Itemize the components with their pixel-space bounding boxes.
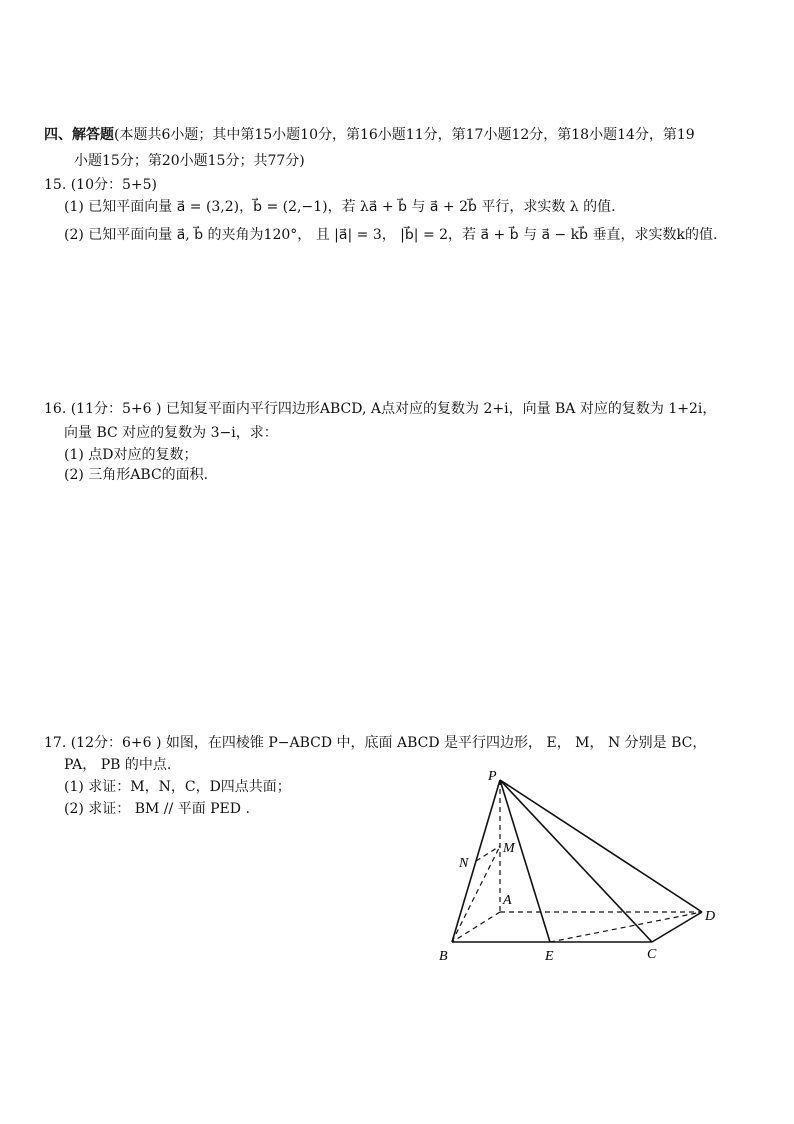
q15-head: 15. (10分：5+5) bbox=[44, 177, 157, 193]
edge-PE bbox=[500, 780, 550, 942]
label-D: D bbox=[705, 909, 716, 924]
label-E: E bbox=[545, 949, 554, 964]
q16-part1: (1) 点D对应的复数； bbox=[64, 447, 198, 463]
edge-PD bbox=[500, 780, 702, 912]
q15-part2: (2) 已知平面向量 a⃗, b⃗ 的夹角为120°， 且 |a⃗| = 3， |b⃗| = 2，若 a⃗ + b⃗ 与 a⃗ − kb⃗ 垂直，求实数k的值. bbox=[64, 227, 718, 243]
edge-PC bbox=[500, 780, 652, 942]
q16-part2: (2) 三角形ABC的面积. bbox=[64, 467, 209, 483]
label-A: A bbox=[503, 893, 512, 908]
q16-line2: 向量 BC 对应的复数为 3−i，求： bbox=[64, 425, 278, 441]
q17-part1: (1) 求证：M，N，C，D四点共面； bbox=[64, 779, 291, 795]
q16-line1: 16. (11分：5+6 ) 已知复平面内平行四边形ABCD, A点对应的复数为 2+i，向量 BA 对应的复数为 1+2i， bbox=[44, 401, 717, 417]
label-C: C bbox=[647, 947, 657, 962]
section-heading-rest: (本题共6小题；其中第15小题10分，第16小题11分，第17小题12分，第18小题14分，第19 bbox=[114, 127, 695, 143]
section-heading-line2: 小题15分；第20小题15分；共77分) bbox=[74, 153, 305, 169]
label-M: M bbox=[503, 841, 515, 856]
label-N: N bbox=[459, 856, 469, 871]
q17-line2: PA， PB 的中点. bbox=[64, 757, 172, 773]
label-B: B bbox=[439, 949, 448, 964]
section-heading-prefix: 四、解答题 bbox=[44, 127, 114, 143]
q17-line1: 17. (12分：6+6 ) 如图，在四棱锥 P−ABCD 中，底面 ABCD 是平行四边形， E， M， N 分别是 BC， bbox=[44, 735, 707, 751]
q15-part1: (1) 已知平面向量 a⃗ = (3,2)，b⃗ = (2,−1)，若 λa⃗ + b⃗ 与 a⃗ + 2b⃗ 平行，求实数 λ 的值. bbox=[64, 199, 616, 215]
label-P: P bbox=[488, 769, 497, 784]
q17-part2: (2) 求证： BM // 平面 PED . bbox=[64, 801, 250, 817]
segment-ED bbox=[550, 912, 702, 942]
